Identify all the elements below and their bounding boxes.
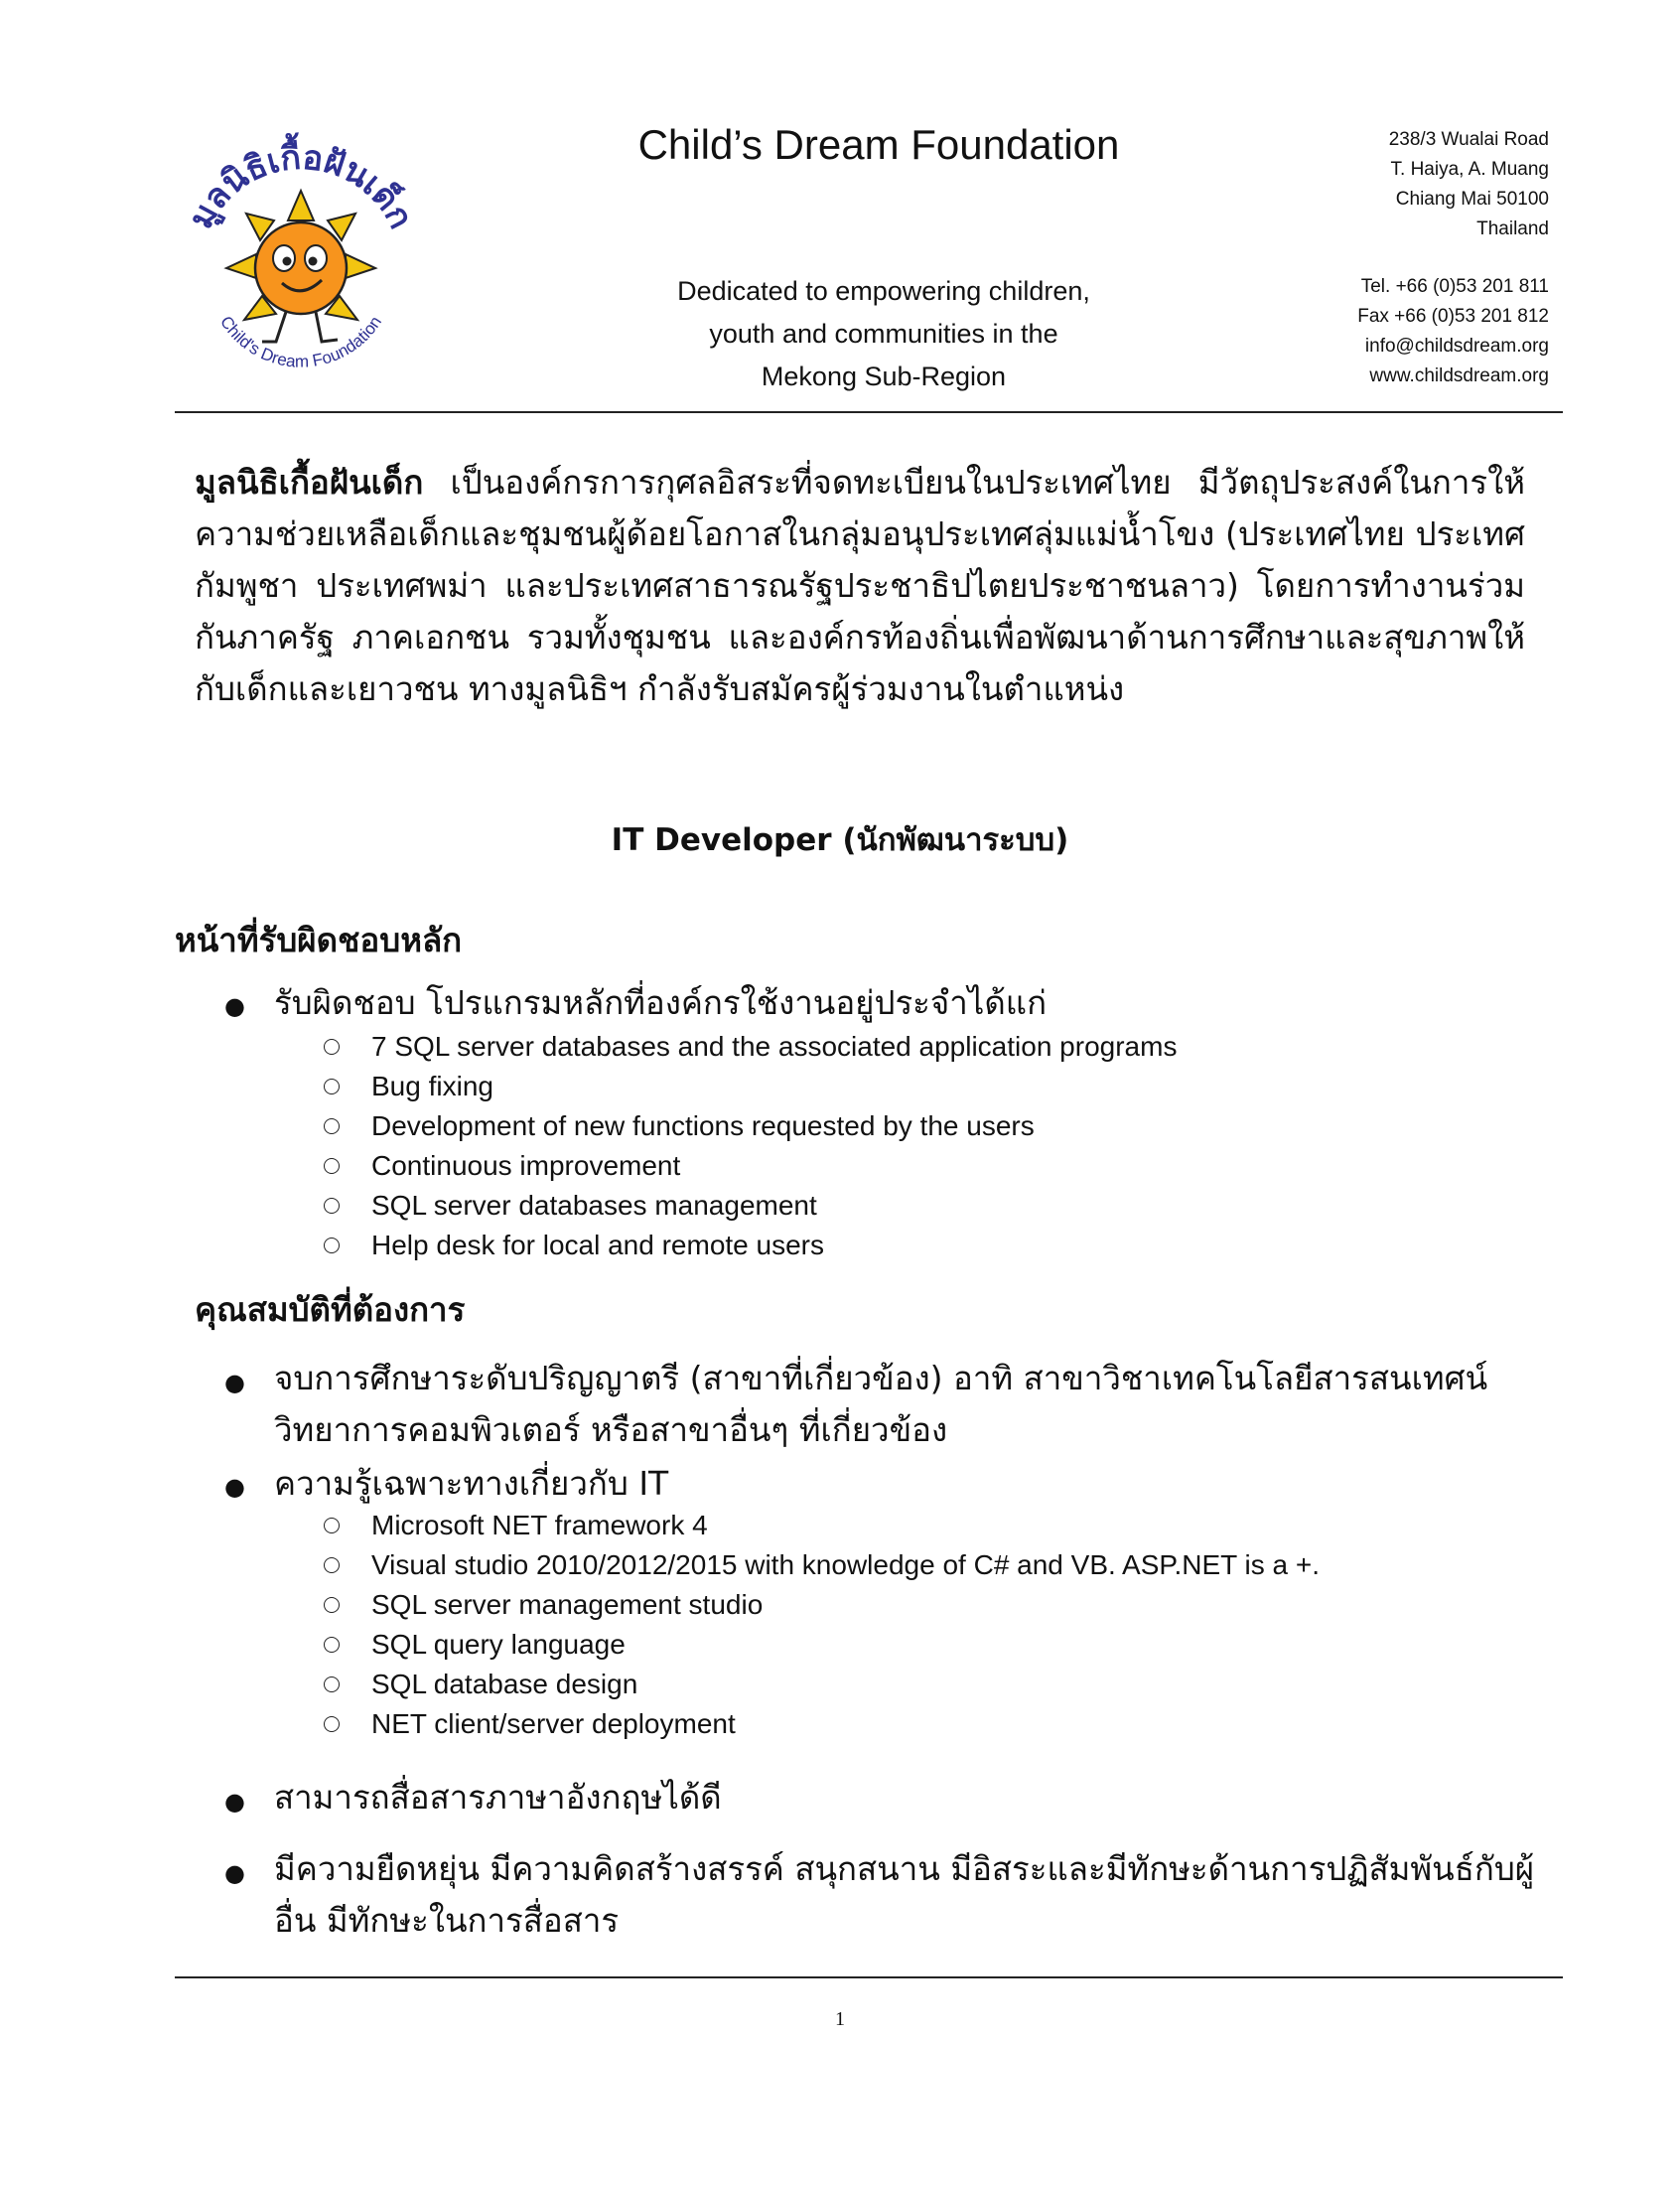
intro-lead: มูลนิธิเกื้อฝันเด็ก — [195, 463, 424, 502]
circle-bullet-icon — [324, 1118, 340, 1134]
svg-text:Child's Dream Foundation — [216, 313, 385, 371]
qualifications-heading: คุณสมบัติที่ต้องการ — [195, 1290, 466, 1329]
circle-bullet-icon — [324, 1238, 340, 1253]
tagline-line: Mekong Sub-Region — [761, 362, 1007, 391]
tagline-line: youth and communities in the — [709, 319, 1058, 349]
address-line: 238/3 Wualai Road — [1388, 129, 1549, 150]
duties-main: รับผิดชอบ โปรแกรมหลักที่องค์กรใช้งานอยู่ประจำได้แก่ — [274, 983, 1048, 1022]
address-line: Thailand — [1476, 218, 1549, 239]
address-line: T. Haiya, A. Muang — [1390, 159, 1549, 180]
bullet-icon: ● — [224, 992, 245, 1020]
logo-thai-text: มูลนิธิเกื้อฝันเด็ก — [181, 137, 421, 235]
foundation-logo — [167, 129, 435, 397]
intro-text: เป็นองค์กรการกุศลอิสระที่จดทะเบียนในประเทศไทย มีวัตถุประสงค์ในการให้ความช่วยเหลือเด็กและชุมชนผู้ด้อยโอกาสในกลุ่มอนุประเทศลุ่มแม่น้ำโขง (ประเทศไทย ประเทศกัมพูชา ประเทศพม่า และประเทศสาธารณรัฐประชาธิปไตยประชาชนลาว) โดยการทำงานร่วมกันภาครัฐ ภาคเอกชน รวมทั้งชุมชน และองค์กรท้องถิ่นเพื่อพัฒนาด้านการศึกษาและสุขภาพให้กับเด็กและเยาวชน ทางมูลนิธิฯ กำลังรับสมัครผู้ร่วมงานในตำแหน่ง — [195, 463, 1525, 708]
sun-mascot-icon — [167, 129, 435, 397]
bullet-icon: ● — [224, 1788, 245, 1816]
circle-bullet-icon — [324, 1637, 340, 1653]
bullet-icon: ● — [224, 1859, 245, 1887]
phone-number: Tel. +66 (0)53 201 811 — [1360, 276, 1549, 297]
bullet-icon: ● — [224, 1369, 245, 1396]
postal-address — [1389, 125, 1549, 244]
website-url: www.childsdream.org — [1369, 365, 1549, 386]
circle-bullet-icon — [324, 1597, 340, 1613]
qualification-personality: มีความยืดหยุ่น มีความคิดสร้างสรรค์ สนุกสนาน มีอิสระและมีทักษะด้านการปฏิสัมพันธ์กับผู้อื่น มีทักษะในการสื่อสาร — [274, 1849, 1535, 1940]
qualification-english: สามารถสื่อสารภาษาอังกฤษได้ดี — [274, 1778, 722, 1817]
footer-divider — [175, 1976, 1563, 1978]
contact-details — [1357, 272, 1549, 391]
fax-number: Fax +66 (0)53 201 812 — [1357, 306, 1549, 327]
organization-name: Child’s Dream Foundation — [637, 121, 1120, 168]
job-title: IT Developer (นักพัฒนาระบบ) — [611, 822, 1069, 858]
circle-bullet-icon — [324, 1039, 340, 1055]
header-divider — [175, 411, 1563, 413]
circle-bullet-icon — [324, 1716, 340, 1732]
address-line: Chiang Mai 50100 — [1395, 189, 1549, 210]
bullet-icon: ● — [224, 1473, 245, 1501]
circle-bullet-icon — [324, 1158, 340, 1174]
email-address: info@childsdream.org — [1364, 336, 1549, 357]
tagline — [635, 270, 1132, 398]
page-number: 1 — [835, 2008, 845, 2030]
qualification-education: จบการศึกษาระดับปริญญาตรี (สาขาที่เกี่ยวข้อง) อาทิ สาขาวิชาเทคโนโลยีสารสนเทศน์ วิทยาการคอมพิวเตอร์ หรือสาขาอื่นๆ ที่เกี่ยวข้อง — [274, 1359, 1488, 1449]
circle-bullet-icon — [324, 1198, 340, 1214]
circle-bullet-icon — [324, 1676, 340, 1692]
qualification-it-knowledge: ความรู้เฉพาะทางเกี่ยวกับ IT — [274, 1464, 669, 1503]
intro-paragraph — [195, 457, 1525, 715]
duties-heading: หน้าที่รับผิดชอบหลัก — [175, 921, 463, 959]
circle-bullet-icon — [324, 1518, 340, 1533]
circle-bullet-icon — [324, 1557, 340, 1573]
logo-english-text: Child's Dream Foundation — [215, 312, 386, 371]
circle-bullet-icon — [324, 1079, 340, 1094]
tagline-line: Dedicated to empowering children, — [677, 276, 1090, 306]
